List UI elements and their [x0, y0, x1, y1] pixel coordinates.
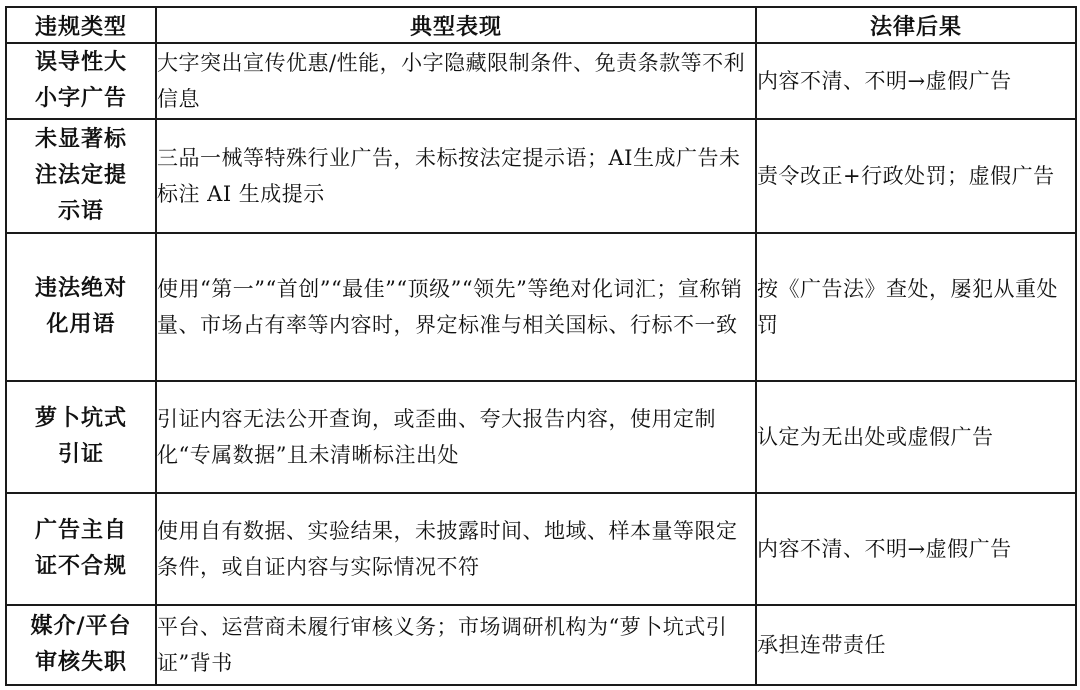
violation-type-line: 未显著标 [34, 127, 127, 152]
table-row [6, 493, 1076, 605]
table-row [6, 43, 1076, 119]
table-header-row [6, 7, 1076, 43]
violation-type-cell [6, 119, 156, 233]
violations-table [5, 6, 1077, 686]
violation-type-line: 审核失职 [34, 650, 127, 675]
violation-type-cell [6, 493, 156, 605]
legal-consequence-cell: 责令改正+行政处罚；虚假广告 [756, 119, 1076, 233]
violation-type-cell [6, 381, 156, 493]
violation-type-line: 媒介/平台 [30, 614, 132, 639]
typical-expression-cell: 使用自有数据、实验结果，未披露时间、地域、样本量等限定条件，或自证内容与实际情况不符 [156, 493, 756, 605]
violation-type-cell [6, 605, 156, 685]
header-violation-type: 违规类型 [6, 7, 156, 43]
typical-expression-cell: 大字突出宣传优惠/性能，小字隐藏限制条件、免责条款等不利信息 [156, 43, 756, 119]
table-row [6, 381, 1076, 493]
table-row [6, 119, 1076, 233]
typical-expression-cell: 平台、运营商未履行审核义务；市场调研机构为“萝卜坑式引证”背书 [156, 605, 756, 685]
legal-consequence-cell: 内容不清、不明→虚假广告 [756, 43, 1076, 119]
legal-consequence-cell: 按《广告法》查处，屡犯从重处罚 [756, 233, 1076, 381]
typical-expression-cell: 使用“第一”“首创”“最佳”“顶级”“领先”等绝对化词汇；宣称销量、市场占有率等内容时，界定标准与相关国标、行标不一致 [156, 233, 756, 381]
violation-type-line: 示语 [57, 199, 104, 224]
violation-type-cell [6, 233, 156, 381]
typical-expression-cell: 引证内容无法公开查询，或歪曲、夸大报告内容，使用定制化“专属数据”且未清晰标注出处 [156, 381, 756, 493]
violation-type-line: 小字广告 [34, 86, 127, 111]
violation-type-line: 误导性大 [34, 50, 127, 75]
violation-type-line: 引证 [57, 442, 104, 467]
violation-type-line: 注法定提 [34, 163, 127, 188]
table-row [6, 233, 1076, 381]
table-row [6, 605, 1076, 685]
violation-type-line: 违法绝对 [34, 276, 127, 301]
typical-expression-cell: 三品一械等特殊行业广告，未标按法定提示语；AI生成广告未标注 AI 生成提示 [156, 119, 756, 233]
violation-type-line: 证不合规 [34, 554, 127, 579]
legal-consequence-cell: 认定为无出处或虚假广告 [756, 381, 1076, 493]
legal-consequence-cell: 承担连带责任 [756, 605, 1076, 685]
violation-type-line: 广告主自 [34, 518, 127, 543]
violation-type-line: 化用语 [46, 312, 116, 337]
header-typical-expression: 典型表现 [156, 7, 756, 43]
header-legal-consequence: 法律后果 [756, 7, 1076, 43]
legal-consequence-cell: 内容不清、不明→虚假广告 [756, 493, 1076, 605]
violation-type-cell [6, 43, 156, 119]
violation-type-line: 萝卜坑式 [34, 406, 127, 431]
